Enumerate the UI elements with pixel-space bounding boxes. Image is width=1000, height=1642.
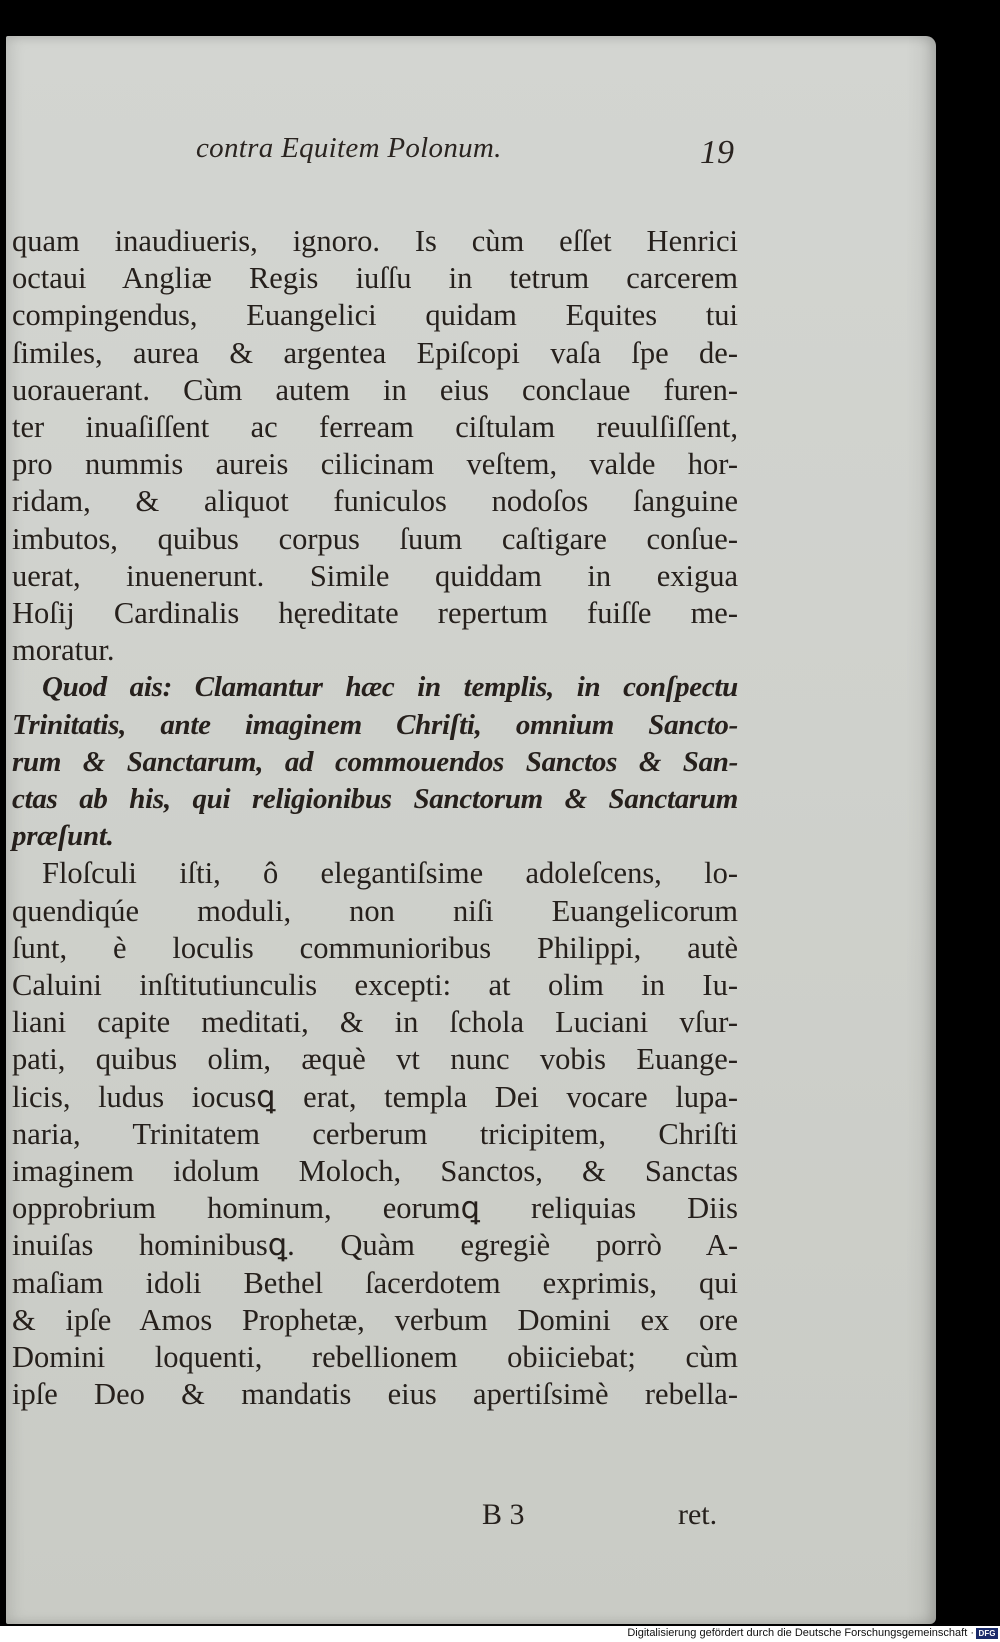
text-line: moratur.: [12, 633, 115, 668]
dfg-logo: DFG: [976, 1628, 998, 1639]
text-line: inuiſas hominibusꝗ. Quàm egregiè porrò A-: [12, 1228, 738, 1263]
book-page: [6, 36, 936, 1624]
text-line: Floſculi iſti, ô elegantiſsime adoleſcens, lo-: [42, 856, 738, 891]
text-line: Domini loquenti, rebellionem obiiciebat; cùm: [12, 1340, 738, 1374]
text-line: pro nummis aureis cilicinam veſtem, valde hor-: [12, 447, 738, 482]
text-line: ridam, & aliquot funiculos nodoſos ſanguine: [12, 484, 738, 519]
text-line: pati, quibus olim, æquè vt nunc vobis Euange-: [12, 1042, 738, 1077]
digitization-footer: [0, 1626, 1000, 1642]
text-line: quam inaudiueris, ignoro. Is cùm eſſet Henrici: [12, 224, 738, 258]
running-head: contra Equitem Polonum.: [196, 132, 502, 164]
text-line: ſunt, è loculis communioribus Philippi, autè: [12, 930, 738, 965]
signature-mark: B 3: [482, 1498, 525, 1531]
text-line: octaui Angliæ Regis iuſſu in tetrum carcerem: [12, 261, 738, 296]
text-line: Caluini inſtitutiunculis excepti: at olim in Iu-: [12, 968, 738, 1002]
text-line: præſunt.: [12, 820, 114, 853]
text-line: compingendus, Euangelici quidam Equites tui: [12, 298, 738, 333]
text-line: & ipſe Amos Prophetæ, verbum Domini ex ore: [12, 1302, 738, 1337]
text-line: Trinitatis, ante imaginem Chriſti, omnium Sancto-: [12, 708, 738, 741]
text-line: uorauerant. Cùm autem in eius conclaue furen-: [12, 372, 738, 407]
catchword: ret.: [678, 1498, 718, 1531]
text-line: liani capite meditati, & in ſchola Luciani vſur-: [12, 1005, 738, 1040]
text-line: imbutos, quibus corpus ſuum caſtigare conſue-: [12, 521, 738, 556]
text-line: opprobrium hominum, eorumꝗ reliquias Diis: [12, 1191, 738, 1226]
text-line: ſimiles, aurea & argentea Epiſcopi vaſa ſpe de-: [12, 335, 738, 370]
text-line: maſiam idoli Bethel ſacerdotem exprimis, qui: [12, 1265, 738, 1300]
text-line: Hoſij Cardinalis hęreditate repertum fuiſſe me-: [12, 596, 738, 630]
text-line: licis, ludus iocusꝗ erat, templa Dei vocare lupa-: [12, 1079, 738, 1114]
text-line: Quod ais: Clamantur hæc in templis, in conſpectu: [42, 671, 738, 704]
page-number: 19: [700, 134, 734, 171]
text-line: naria, Trinitatem cerberum tricipitem, Chriſti: [12, 1116, 738, 1151]
text-line: ter inuaſiſſent ac ferream ciſtulam reuulſiſſent,: [12, 410, 738, 444]
text-line: ctas ab his, qui religionibus Sanctorum & Sanctarum: [12, 783, 738, 815]
text-line: quendiqúe moduli, non niſi Euangelicorum: [12, 893, 738, 928]
text-line: rum & Sanctarum, ad commouendos Sanctos & San-: [12, 745, 738, 778]
footer-credit: Digitalisierung gefördert durch die Deutsche Forschungsgemeinschaft ·: [627, 1627, 974, 1639]
text-line: ipſe Deo & mandatis eius apertiſsimè rebella-: [12, 1377, 738, 1412]
text-line: uerat, inuenerunt. Simile quiddam in exigua: [12, 558, 738, 593]
text-line: imaginem idolum Moloch, Sanctos, & Sanctas: [12, 1154, 738, 1188]
